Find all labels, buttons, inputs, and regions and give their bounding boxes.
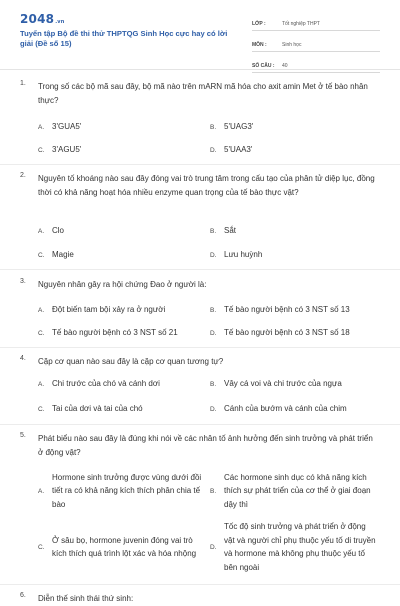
option-text: 5'UAA3'	[224, 145, 253, 154]
option-text: Tốc độ sinh trưởng và phát triển ở động vật và người chỉ phụ thuộc yếu tố di truyền và hormone mà không phụ thuộc yếu tố bên ngoài	[224, 522, 376, 572]
question-text: Nguyên tố khoáng nào sau đây đóng vai trò trung tâm trong cấu tạo của phân tử diệp lục, đồng thời có khả năng hoạt hóa nhiều enzyme quan trọng của tế bào thực vật?	[38, 174, 375, 197]
logo-suffix: .vn	[55, 19, 65, 25]
question-number: 1.	[20, 80, 26, 87]
meta-value: Sinh học	[282, 42, 302, 48]
option-c[interactable]	[38, 248, 74, 263]
option-letter: D.	[210, 543, 217, 551]
option-letter: B.	[210, 124, 217, 131]
option-c[interactable]	[38, 326, 178, 341]
question-separator	[0, 584, 400, 585]
question-text: Phát biểu nào sau đây là đúng khi nói về các nhân tố ảnh hưởng đến sinh trưởng và phát triển ở động vật?	[38, 434, 373, 457]
question-separator	[0, 269, 400, 270]
option-letter: C.	[38, 252, 45, 259]
question-separator	[0, 347, 400, 348]
meta-row-count	[252, 56, 380, 73]
option-text: 3'AGU5'	[52, 145, 82, 154]
option-text: Tế bào người bệnh có 3 NST số 21	[52, 328, 178, 337]
option-d[interactable]	[210, 143, 252, 158]
option-d[interactable]	[210, 402, 347, 417]
option-a[interactable]	[38, 224, 64, 239]
option-a[interactable]	[38, 377, 160, 392]
option-text: Các hormone sinh dục có khả năng kích thích sự phát triển của cơ thể ở giai đoạn dậy thì	[224, 472, 371, 509]
page-header	[0, 0, 400, 69]
meta-key: SỐ CÂU :	[252, 63, 275, 69]
option-text: Tai của dơi và tai của chó	[52, 404, 143, 413]
option-b[interactable]	[210, 120, 253, 135]
option-letter: D.	[210, 406, 217, 413]
option-c[interactable]	[38, 518, 203, 576]
option-text: Đột biến tam bội xảy ra ở người	[52, 305, 166, 314]
option-letter: D.	[210, 330, 217, 337]
meta-value: Tốt nghiệp THPT	[282, 21, 320, 27]
option-d[interactable]	[210, 326, 350, 341]
option-text: Clo	[52, 226, 65, 235]
option-letter: B.	[210, 381, 217, 388]
option-text: Vây cá voi và chi trước của ngựa	[224, 379, 342, 388]
option-letter: D.	[210, 147, 217, 154]
meta-row-subject	[252, 35, 380, 52]
option-text: Magie	[52, 250, 74, 259]
question-separator	[0, 164, 400, 165]
option-letter: B.	[210, 487, 217, 495]
option-text: Hormone sinh trưởng được vùng dưới đồi tiết ra có khả năng kích thích phân chia tế bào	[52, 472, 202, 509]
option-text: Sắt	[224, 226, 237, 235]
option-letter: C.	[38, 147, 45, 154]
meta-key: LỚP :	[252, 21, 266, 27]
document-title: Tuyển tập Bộ đề thi thử THPTQG Sinh Học cực hay có lời giải (Đề số 15)	[20, 29, 228, 48]
option-b[interactable]	[210, 303, 350, 318]
option-letter: C.	[38, 543, 45, 551]
option-text: Ở sâu bọ, hormone juvenin đóng vai trò kích thích quá trình lột xác và hóa nhộng	[52, 535, 197, 558]
option-letter: B.	[210, 307, 217, 314]
option-c[interactable]	[38, 143, 81, 158]
question-number: 3.	[20, 278, 26, 285]
option-letter: D.	[210, 252, 217, 259]
option-letter: A.	[38, 381, 45, 388]
option-a[interactable]	[38, 469, 203, 513]
option-a[interactable]	[38, 303, 165, 318]
option-letter: A.	[38, 124, 45, 131]
option-text: Lưu huỳnh	[224, 250, 263, 259]
question-number: 2.	[20, 172, 26, 179]
question-separator	[0, 424, 400, 425]
option-text: Tế bào người bệnh có 3 NST số 18	[224, 328, 350, 337]
option-text: Chi trước của chó và cánh dơi	[52, 379, 160, 388]
option-c[interactable]	[38, 402, 143, 417]
logo-text: 2048	[20, 12, 55, 26]
header-divider	[0, 69, 400, 70]
option-d[interactable]	[210, 248, 262, 263]
option-letter: A.	[38, 307, 45, 314]
meta-row-grade	[252, 14, 380, 31]
document-meta	[252, 14, 380, 77]
question-text: Diễn thế sinh thái thứ sinh:	[38, 594, 134, 603]
option-a[interactable]	[38, 120, 81, 135]
option-b[interactable]	[210, 224, 236, 239]
question-number: 4.	[20, 355, 26, 362]
option-text: 5'UAG3'	[224, 122, 254, 131]
option-letter: B.	[210, 228, 217, 235]
option-letter: A.	[38, 228, 45, 235]
question-number: 6.	[20, 592, 26, 599]
option-b[interactable]	[210, 377, 342, 392]
option-text: 3'GUA5'	[52, 122, 82, 131]
option-d[interactable]	[210, 518, 380, 576]
question-number: 5.	[20, 432, 26, 439]
question-text: Nguyên nhân gây ra hội chứng Đao ở người là:	[38, 280, 207, 289]
option-letter: C.	[38, 330, 45, 337]
option-text: Cánh của bướm và cánh của chim	[224, 404, 347, 413]
option-letter: C.	[38, 406, 45, 413]
option-letter: A.	[38, 487, 45, 495]
question-text: Cặp cơ quan nào sau đây là cặp cơ quan tương tự?	[38, 357, 224, 366]
option-text: Tế bào người bệnh có 3 NST số 13	[224, 305, 350, 314]
option-b[interactable]	[210, 469, 380, 513]
meta-value: 40	[282, 63, 288, 69]
site-logo[interactable]	[20, 12, 65, 26]
meta-key: MÔN :	[252, 42, 267, 48]
question-text: Trong số các bộ mã sau đây, bộ mã nào trên mARN mã hóa cho axit amin Met ở tế bào nhân thực?	[38, 82, 368, 105]
